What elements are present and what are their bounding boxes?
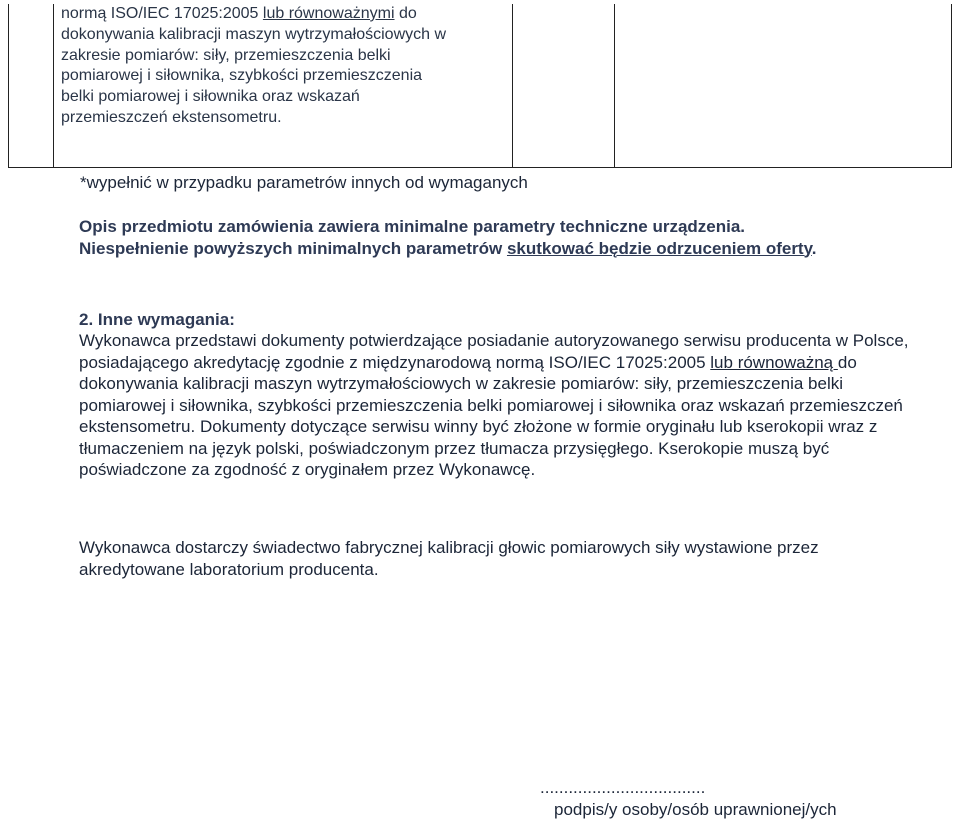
notice-sentence bbox=[79, 238, 899, 260]
table-border-right bbox=[951, 4, 952, 168]
requirements-notice bbox=[79, 216, 899, 259]
notice-text: Niespełnienie powyższych minimalnych parametrów bbox=[79, 238, 507, 258]
paragraph: Wykonawca dostarczy świadectwo fabrycznej kalibracji głowic pomiarowych siły wystawione przez akredytowane laboratorium producenta. bbox=[79, 538, 819, 579]
cell-line: belki pomiarowej i siłownika oraz wskazań bbox=[61, 88, 360, 106]
underlined-text: lub równoważną bbox=[710, 352, 838, 372]
table-cell-text bbox=[61, 4, 507, 129]
signature-line: ................................... bbox=[540, 778, 706, 797]
notice-text: . bbox=[811, 238, 817, 258]
table-bottom-border bbox=[8, 167, 952, 168]
cell-line: dokonywania kalibracji maszyn wytrzymałościowych w bbox=[61, 25, 447, 43]
underlined-text: lub równoważnymi bbox=[262, 5, 395, 22]
cell-line: pomiarowej i siłownika, szybkości przemieszczenia bbox=[61, 67, 423, 85]
section-heading: 2. Inne wymagania: bbox=[79, 310, 235, 329]
cell-line: normą ISO/IEC 17025:2005 bbox=[61, 5, 263, 22]
specification-table-fragment bbox=[8, 4, 952, 168]
table-column-divider bbox=[614, 4, 615, 168]
signature-label: podpis/y osoby/osób uprawnionej/ych bbox=[554, 800, 837, 819]
cell-line: przemieszczeń ekstensometru. bbox=[61, 108, 282, 126]
table-column-divider bbox=[512, 4, 513, 168]
cell-line: do bbox=[394, 5, 417, 22]
fill-in-note: *wypełnić w przypadku parametrów innych od wymaganych bbox=[80, 173, 528, 192]
cell-line: zakresie pomiarów: siły, przemieszczenia belki bbox=[61, 46, 391, 64]
paragraph bbox=[79, 330, 909, 481]
paragraph-text: Wykonawca przedstawi dokumenty potwierdzające posiadanie autoryzowanego serwisu producenta w Polsce, posiadającego akredytację zgodnie z międzynarodową normą ISO/IEC 17025:2005 bbox=[79, 331, 909, 372]
notice-sentence: Opis przedmiotu zamówienia zawiera minimalne parametry techniczne urządzenia. bbox=[79, 217, 746, 236]
underlined-text: skutkować będzie odrzuceniem oferty bbox=[506, 238, 812, 258]
paragraph-text: do dokonywania kalibracji maszyn wytrzymałościowych w zakresie pomiarów: siły, przemieszczenia belki pomiarowej i siłownika, szybkości przemieszczenia belki pomiarowej i siłownika oraz wskazań przemieszczeń ekstensometru. Dokumenty dotyczące serwisu winny być złożone w formie oryginału lub kserokopii wraz z tłumaczeniem na język polski, poświadczonym przez tłumacza przysięgłego. Kserokopie muszą być poświadczone za zgodność z oryginałem przez Wykonawcę. bbox=[79, 352, 903, 479]
table-border-left bbox=[8, 4, 9, 168]
table-column-divider bbox=[53, 4, 54, 168]
